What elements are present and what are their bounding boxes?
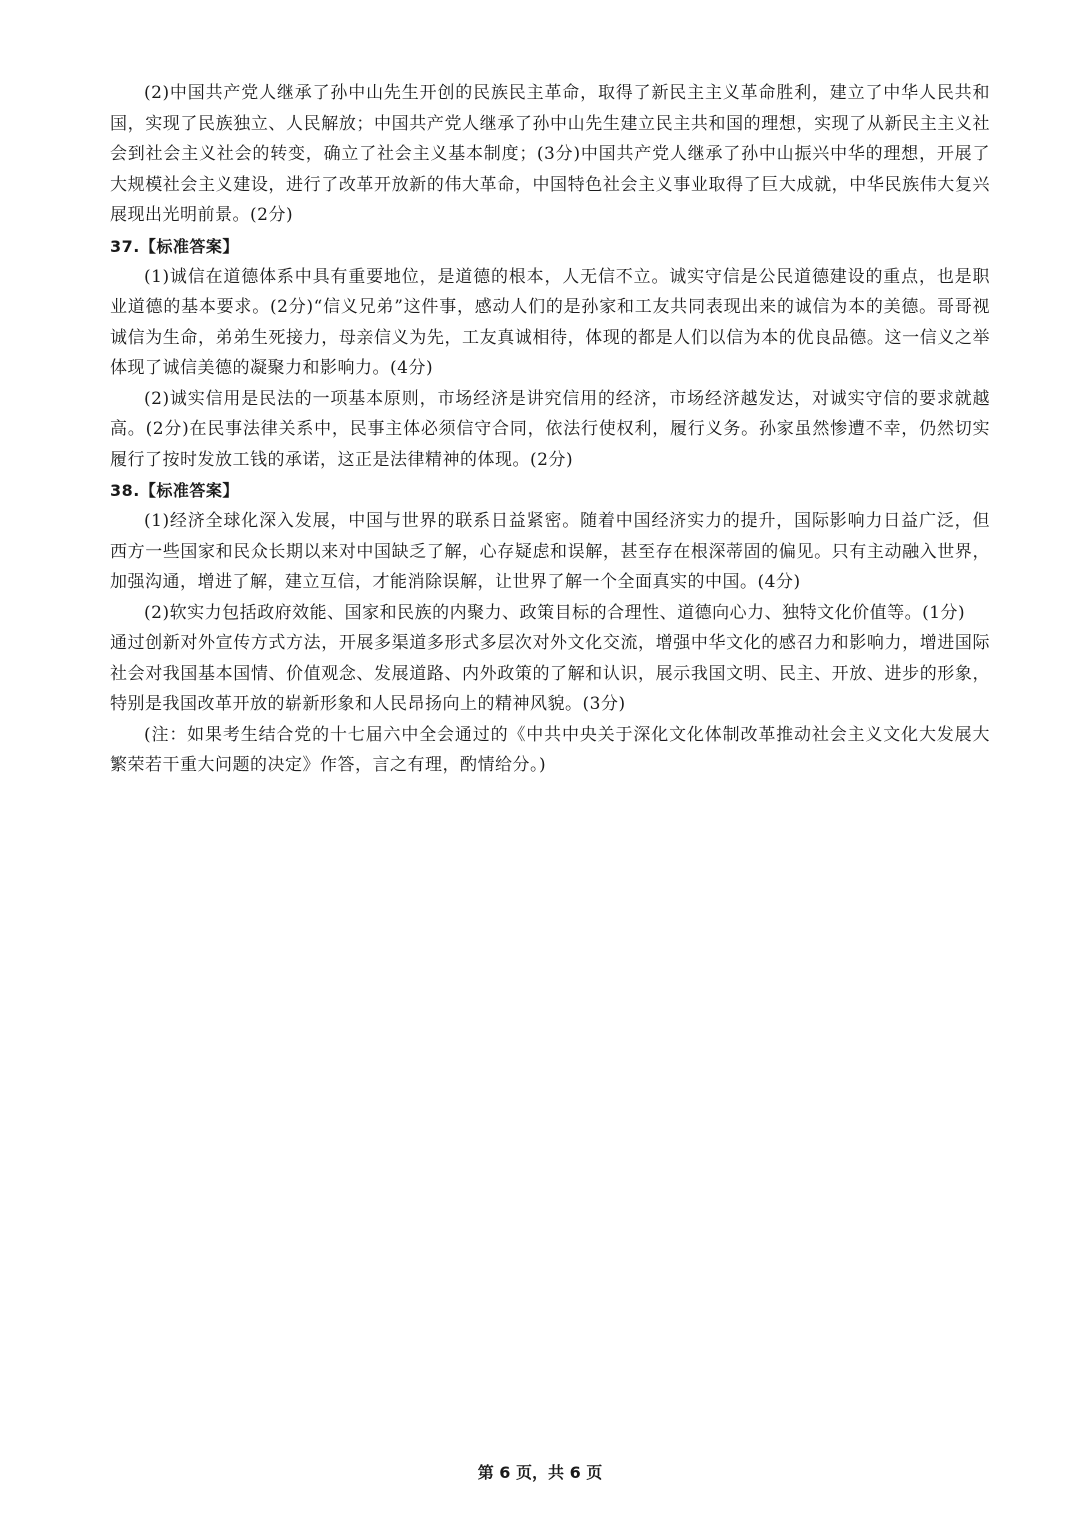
q38-grading-note: (注：如果考生结合党的十七届六中全会通过的《中共中央关于深化文化体制改革推动社会主义文化大发展大繁荣若干重大问题的决定》作答，言之有理，酌情给分。) [110, 724, 990, 775]
q37-heading: 37.【标准答案】 [110, 236, 239, 256]
answer-content [110, 78, 990, 781]
q38-part1-answer: (1)经济全球化深入发展，中国与世界的联系日益紧密。随着中国经济实力的提升，国际影响力日益广泛，但西方一些国家和民众长期以来对中国缺乏了解，心存疑虑和误解，甚至存在根深蒂固的偏见。只有主动融入世界，加强沟通，增进了解，建立互信，才能消除误解，让世界了解一个全面真实的中国。(4分) [110, 511, 990, 592]
q38-heading: 38.【标准答案】 [110, 481, 239, 500]
q38-part2-continuation: 通过创新对外宣传方式方法，开展多渠道多形式多层次对外文化交流，增强中华文化的感召力和影响力，增进国际社会对我国基本国情、价值观念、发展道路、内外政策的了解和认识，展示我国文明、民主、开放、进步的形象，特别是我国改革开放的崭新形象和人民昂扬向上的精神风貌。(3分) [110, 633, 990, 714]
q38-part2-first-line: (2)软实力包括政府效能、国家和民族的内聚力、政策目标的合理性、道德向心力、独特文化价值等。(1分) [144, 602, 966, 623]
page-number: 第 6 页，共 6 页 [477, 1463, 603, 1482]
q36-part2-answer: (2)中国共产党人继承了孙中山先生开创的民族民主革命，取得了新民主主义革命胜利，建立了中华人民共和国，实现了民族独立、人民解放；中国共产党人继承了孙中山先生建立民主共和国的理想，实现了从新民主主义社会到社会主义社会的转变，确立了社会主义基本制度；(3分)中国共产党人继承了孙中山振兴中华的理想，开展了大规模社会主义建设，进行了改革开放新的伟大革命，中国特色社会主义事业取得了巨大成就，中华民族伟大复兴展现出光明前景。(2分) [110, 83, 990, 225]
q37-part1-answer: (1)诚信在道德体系中具有重要地位，是道德的根本，人无信不立。诚实守信是公民道德建设的重点，也是职业道德的基本要求。(2分)“信义兄弟”这件事，感动人们的是孙家和工友共同表现出来的诚信为本的美德。哥哥视诚信为生命，弟弟生死接力，母亲信义为先，工友真诚相待，体现的都是人们以信为本的优良品德。这一信义之举体现了诚信美德的凝聚力和影响力。(4分) [110, 266, 990, 378]
q37-part2-answer: (2)诚实信用是民法的一项基本原则，市场经济是讲究信用的经济，市场经济越发达，对诚实守信的要求就越高。(2分)在民事法律关系中，民事主体必须信守合同，依法行使权利，履行义务。孙家虽然惨遭不幸，仍然切实履行了按时发放工钱的承诺，这正是法律精神的体现。(2分) [110, 388, 990, 470]
